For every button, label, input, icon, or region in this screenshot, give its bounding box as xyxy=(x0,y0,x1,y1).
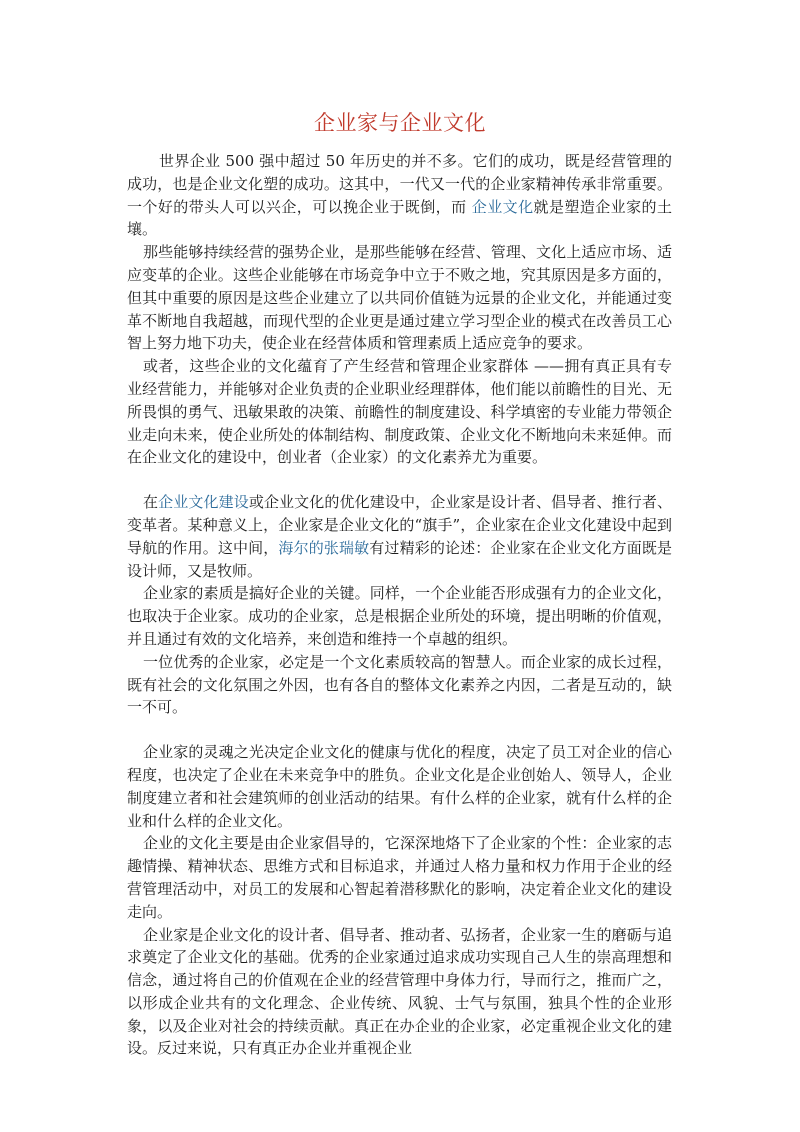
paragraph-6: 一位优秀的企业家，必定是一个文化素质较高的智慧人。而企业家的成长过程，既有社会的文化氛围之外因，也有各自的整体文化素养之内因，二者是互动的，缺一不可。 xyxy=(127,652,672,717)
paragraph-gap xyxy=(127,719,672,741)
paragraph-2: 那些能够持续经营的强势企业，是那些能够在经营、管理、文化上适应市场、适应变革的企业。这些企业能够在市场竞争中立于不败之地，究其原因是多方面的，但其中重要的原因是这些企业建立了以共同价值链为远景的企业文化，并能通过变革不断地自我超越，而现代型的企业更是通过建立学习型企业的模式在改善员工心智上努力地下功夫，使企业在经营体质和管理素质上适应竞争的要求。 xyxy=(127,243,672,353)
paragraph-1-text-a: 世界企业 500 强中超过 50 年历史的并不多。它们的成功，既是经营管理的成功，也是企业文化塑的成功。这其中，一代又一代的企业家精神传承非常重要。一个好的带头人可以兴企，可以挽企业于既倒，而 xyxy=(127,152,672,216)
link-corporate-culture-building[interactable]: 企业文化建设 xyxy=(158,493,249,512)
paragraph-gap xyxy=(127,469,672,491)
paragraph-5: 企业家的素质是搞好企业的关键。同样，一个企业能否形成强有力的企业文化，也取决于企业家。成功的企业家，总是根据企业所处的环境，提出明晰的价值观，并且通过有效的文化培养，来创造和维持一个卓越的组织。 xyxy=(127,584,672,648)
paragraph-3: 或者，这些企业的文化蕴育了产生经营和管理企业家群体 ——拥有真正具有专业经营能力，并能够对企业负责的企业职业经理群体，他们能以前瞻性的目光、无所畏惧的勇气、迅敏果敢的决策、前瞻性的制度建设、科学填密的专业能力带领企业走向未来，使企业所处的体制结构、制度政策、企业文化不断地向未来延伸。而在企业文化的建设中，创业者（企业家）的文化素养尤为重要。 xyxy=(127,357,672,467)
link-corporate-culture[interactable]: 企业文化 xyxy=(471,197,534,216)
paragraph-4-text-c: 有过精彩的论述：企业家在企业文化方面既是设计师，又是牧师。 xyxy=(127,538,672,580)
document-title: 企业家与企业文化 xyxy=(314,111,486,135)
paragraph-7: 企业家的灵魂之光决定企业文化的健康与优化的程度，决定了员工对企业的信心程度，也决定了企业在未来竞争中的胜负。企业文化是企业创始人、领导人，企业制度建立者和社会建筑师的创业活动的结果。有什么样的企业家，就有什么样的企业和什么样的企业文化。 xyxy=(127,743,672,830)
paragraph-4 xyxy=(127,491,672,582)
paragraph-1 xyxy=(127,150,672,241)
paragraph-1-text-b: 就是塑造企业家的土壤。 xyxy=(127,197,672,239)
document-body xyxy=(127,150,672,1060)
paragraph-9: 企业家是企业文化的设计者、倡导者、推动者、弘扬者，企业家一生的磨砺与追求奠定了企业文化的基础。优秀的企业家通过追求成功实现自己人生的崇高理想和信念，通过将自己的价值观在企业的经营管理中身体力行，导而行之，推而广之，以形成企业共有的文化理念、企业传统、风貌、士气与氛围，独具个性的企业形象，以及企业对社会的持续贡献。真正在办企业的企业家，必定重视企业文化的建设。反过来说，只有真正办企业并重视企业 xyxy=(127,925,672,1058)
paragraph-4-text-b: 或企业文化的优化建设中，企业家是设计者、倡导者、推行者、变革者。某种意义上，企业家是企业文化的“旗手”，企业家在企业文化建设中起到导航的作用。这中间， xyxy=(127,493,672,557)
link-haier-zhang-ruimin[interactable]: 海尔的张瑞敏 xyxy=(278,538,370,557)
paragraph-8: 企业的文化主要是由企业家倡导的，它深深地烙下了企业家的个性：企业家的志趣情操、精神状态、思维方式和目标追求，并通过人格力量和权力作用于企业的经营管理活动中，对员工的发展和心智起着潜移默化的影响，决定着企业文化的建设走向。 xyxy=(127,834,672,921)
paragraph-4-text-a: 在 xyxy=(143,493,159,512)
